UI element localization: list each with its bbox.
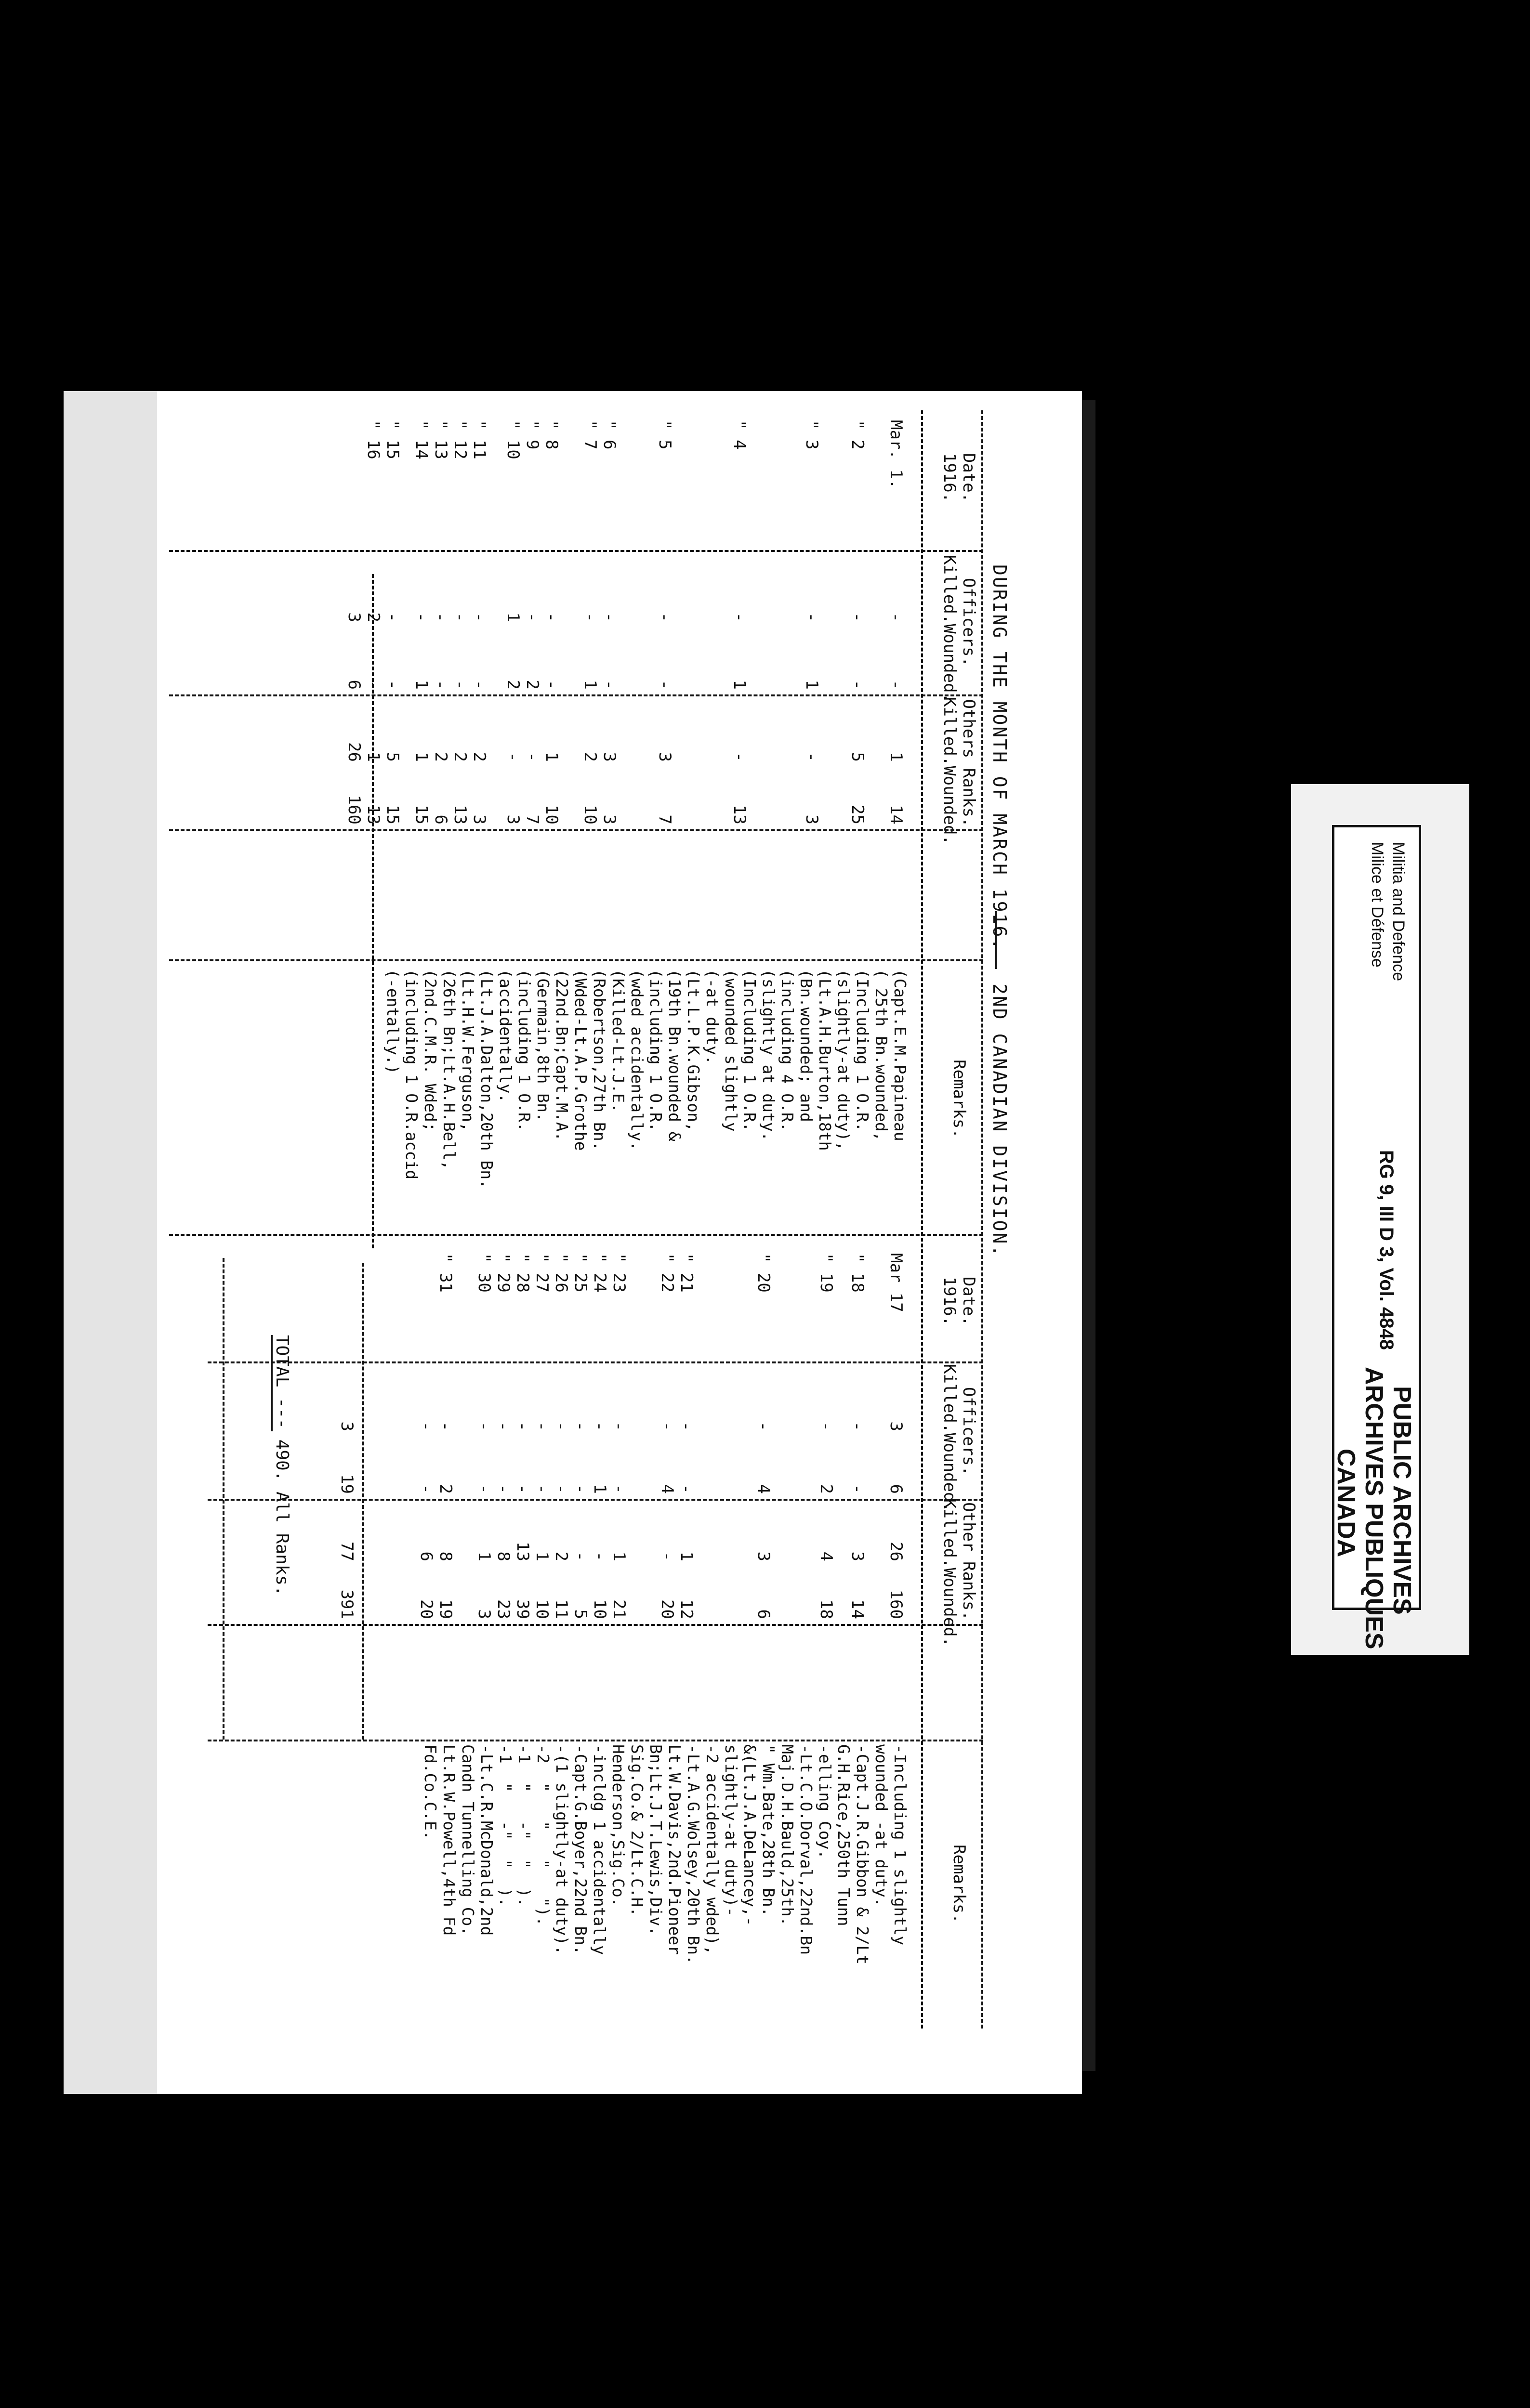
row-or-wounded: 13 — [450, 805, 470, 824]
row-officers-killed: - — [600, 612, 619, 622]
remark-line: (slightly at duty. — [759, 969, 778, 1141]
row-officers-killed: - — [542, 612, 561, 622]
casualty-return-page — [157, 391, 1082, 2094]
remark-line: (wded accidentally. — [628, 969, 646, 1151]
row-or-killed: 3 — [754, 1551, 773, 1561]
remark-line: (slightly-at duty), — [834, 969, 853, 1151]
row-or-wounded: 160 — [886, 1589, 906, 1619]
row-date: " 15 — [383, 420, 402, 459]
row-date: " 8 — [542, 420, 561, 450]
row-officers-wounded: - — [470, 680, 489, 690]
page-title: DURING THE MONTH OF MARCH 1916. — [989, 564, 1010, 951]
row-or-wounded: 10 — [590, 1599, 609, 1619]
remark-line: ( 25th Bn.wounded, — [872, 969, 891, 1141]
row-or-killed: 2 — [580, 752, 600, 762]
row-officers-wounded: - — [552, 1484, 571, 1494]
row-officers-killed: 1 — [503, 612, 523, 622]
sheet-shadow-edge — [1082, 400, 1095, 2071]
remark-line: wounded -at duty. — [872, 1744, 891, 1907]
total-officers-wounded-right: 19 — [337, 1474, 356, 1494]
remark-line: -1 " -" " ). — [515, 1744, 534, 1907]
remark-line: (Lt.L.P.K.Gibson, — [684, 969, 703, 1132]
row-or-wounded: 14 — [848, 1599, 867, 1619]
row-or-killed: 3 — [848, 1551, 867, 1561]
remark-line: -Lt.C.O.Dorval,22nd.Bn — [797, 1744, 816, 1955]
remark-line: (including 4 O.R. — [778, 969, 797, 1132]
label-reference: RG 9, III D 3, Vol. 4848 — [1376, 1150, 1397, 1350]
row-officers-wounded: - — [475, 1484, 494, 1494]
title-rule — [995, 911, 997, 969]
row-or-wounded: 3 — [470, 814, 489, 824]
row-or-wounded: 10 — [532, 1599, 552, 1619]
row-officers-killed: - — [817, 1421, 836, 1431]
row-or-killed: 2 — [552, 1551, 571, 1561]
row-officers-wounded: 1 — [590, 1484, 609, 1494]
remark-line: -Capt.G.Boyer,22nd Bn. — [571, 1744, 590, 1955]
remark-line: Fd.Co.C.E. — [421, 1744, 440, 1840]
row-or-killed: 8 — [494, 1551, 513, 1561]
row-or-killed: 5 — [383, 752, 402, 762]
header-officers-left: Officers. Killed.Wounded. — [940, 555, 978, 703]
header-other-ranks-right: Other Ranks. Killed.Wounded. — [940, 1499, 978, 1647]
col-divider — [208, 1624, 983, 1626]
remark-line: Lt.R.W.Powell,4th Fd — [440, 1744, 459, 1936]
remark-line: (Germain,8th Bn. — [534, 969, 553, 1122]
row-officers-wounded: - — [571, 1484, 590, 1494]
page-title-division: 2ND CANADIAN DIVISION. — [989, 983, 1010, 1258]
row-officers-wounded: - — [431, 680, 450, 690]
row-date: " 16 — [364, 420, 383, 459]
archive-label — [1291, 784, 1469, 1655]
row-officers-wounded: - — [494, 1484, 513, 1494]
row-officers-wounded: 2 — [523, 680, 542, 690]
remark-line: (including 1 O.R. — [515, 969, 534, 1132]
row-or-wounded: 6 — [754, 1609, 773, 1619]
grand-total: TOTAL --- 490. All Ranks. — [272, 1335, 292, 1596]
remark-line: (2nd.C.M.R. Wded; — [421, 969, 440, 1132]
label-country: CANADA — [1332, 1449, 1360, 1557]
remark-line: -2 " " " "). — [534, 1744, 553, 1926]
row-date: " 14 — [412, 420, 431, 459]
col-divider — [208, 1361, 983, 1363]
row-or-wounded: 13 — [364, 805, 383, 824]
remark-line: -1 " -" " ). — [496, 1744, 515, 1907]
col-divider — [169, 959, 983, 961]
remark-line: (including 1 O.R. — [646, 969, 665, 1132]
header-date: Date. 1916. — [940, 453, 978, 503]
row-or-wounded: 20 — [417, 1599, 436, 1619]
remark-line: Candn Tunnelling Co. — [459, 1744, 477, 1936]
row-date: " 23 — [609, 1253, 629, 1293]
document-sheet — [64, 391, 1082, 2094]
label-archive-en: PUBLIC ARCHIVES — [1388, 1386, 1416, 1615]
row-or-wounded: 14 — [886, 805, 906, 824]
row-or-wounded: 23 — [494, 1599, 513, 1619]
row-or-killed: 1 — [542, 752, 561, 762]
row-officers-wounded: 6 — [886, 1484, 906, 1494]
label-department-en: Militia and Defence — [1389, 842, 1408, 982]
remark-line: -2 accidentally wded), — [703, 1744, 722, 1955]
col-divider — [169, 829, 983, 831]
row-officers-killed: - — [513, 1421, 532, 1431]
remark-line: G.H.Rice,250th Tunn — [834, 1744, 853, 1926]
header-remarks-left: Remarks. — [950, 1060, 969, 1139]
row-officers-killed: - — [552, 1421, 571, 1431]
row-officers-wounded: - — [655, 680, 674, 690]
row-officers-killed: - — [609, 1421, 629, 1431]
total-or-killed-left: 26 — [344, 742, 364, 762]
row-or-killed: - — [590, 1551, 609, 1561]
row-or-wounded: 7 — [523, 814, 542, 824]
row-officers-wounded: 1 — [580, 680, 600, 690]
table-top-rule — [981, 410, 983, 2028]
row-or-killed: 26 — [886, 1542, 906, 1561]
row-officers-killed: - — [590, 1421, 609, 1431]
row-or-killed: - — [802, 752, 821, 762]
label-archive-fr: ARCHIVES PUBLIQUES — [1360, 1367, 1388, 1649]
row-date: " 25 — [571, 1253, 590, 1293]
row-or-killed: 8 — [436, 1551, 455, 1561]
remark-line: (26th Bn;Lt.A.H.Bell, — [440, 969, 459, 1170]
row-officers-wounded: - — [886, 680, 906, 690]
row-officers-wounded: - — [542, 680, 561, 690]
row-officers-killed: - — [886, 612, 906, 622]
remark-line: -Including 1 slightly — [891, 1744, 910, 1946]
header-remarks-right: Remarks. — [950, 1845, 969, 1924]
row-officers-killed: - — [571, 1421, 590, 1431]
row-officers-wounded: - — [513, 1484, 532, 1494]
remark-line: (Wded-Lt.A.P.Grothe — [571, 969, 590, 1151]
remark-line: (19th Bn.wounded & — [665, 969, 684, 1141]
remarks-left — [383, 969, 910, 1189]
row-or-killed: 1 — [609, 1551, 629, 1561]
row-or-killed: 4 — [817, 1551, 836, 1561]
row-or-wounded: 25 — [848, 805, 867, 824]
remark-line: (Including 1 O.R. — [740, 969, 759, 1132]
row-officers-killed: - — [470, 612, 489, 622]
row-or-killed: 2 — [450, 752, 470, 762]
total-officers-killed-left: 3 — [344, 612, 364, 622]
remark-line: (Including 1 O.R. — [853, 969, 872, 1132]
label-department-fr: Milice et Défense — [1368, 842, 1386, 968]
row-officers-wounded: 1 — [730, 680, 749, 690]
row-officers-killed: - — [848, 1421, 867, 1431]
row-date: " 9 — [523, 420, 542, 450]
row-date: " 26 — [552, 1253, 571, 1293]
total-or-killed-right: 77 — [337, 1542, 356, 1561]
remark-line: (Capt.E.M.Papineau — [891, 969, 910, 1141]
row-officers-killed: - — [383, 612, 402, 622]
remark-line: Lt.W.Davis,2nd.Pioneer — [665, 1744, 684, 1955]
row-or-wounded: 21 — [609, 1599, 629, 1619]
row-or-killed: - — [503, 752, 523, 762]
row-or-wounded: 20 — [658, 1599, 677, 1619]
row-officers-killed: - — [450, 612, 470, 622]
remark-line: (Lt.A.H.Burton,18th — [816, 969, 834, 1151]
row-date: " 6 — [600, 420, 619, 450]
remark-line: (-at duty. — [703, 969, 722, 1065]
row-officers-killed: - — [532, 1421, 552, 1431]
row-date: " 19 — [817, 1253, 836, 1293]
total-officers-killed-right: 3 — [337, 1421, 356, 1431]
row-date: " 10 — [503, 420, 523, 459]
row-or-wounded: 15 — [412, 805, 431, 824]
row-or-killed: 6 — [417, 1551, 436, 1561]
row-or-killed: - — [658, 1551, 677, 1561]
row-or-wounded: 6 — [431, 814, 450, 824]
row-or-wounded: 3 — [503, 814, 523, 824]
row-date: " 22 — [658, 1253, 677, 1293]
row-officers-killed: - — [802, 612, 821, 622]
row-date: " 20 — [754, 1253, 773, 1293]
row-date: " 24 — [590, 1253, 609, 1293]
row-or-killed: - — [523, 752, 542, 762]
col-divider — [169, 550, 983, 552]
row-officers-killed: - — [417, 1421, 436, 1431]
row-officers-killed: - — [658, 1421, 677, 1431]
row-officers-wounded: - — [677, 1484, 696, 1494]
row-officers-wounded: - — [417, 1484, 436, 1494]
header-other-ranks-left: Others Ranks. Killed.Wounded. — [940, 697, 978, 845]
row-or-killed: 1 — [364, 752, 383, 762]
row-officers-killed: - — [431, 612, 450, 622]
row-date: " 4 — [730, 420, 749, 450]
row-date: " 18 — [848, 1253, 867, 1293]
row-officers-wounded: 2 — [436, 1484, 455, 1494]
row-or-killed: 3 — [600, 752, 619, 762]
total-officers-wounded-left: 6 — [344, 680, 364, 690]
remark-line: (-entally.) — [383, 969, 402, 1074]
row-or-killed: 13 — [513, 1542, 532, 1561]
remark-line: (Bn.wounded; and — [797, 969, 816, 1122]
remark-line: -elling Coy. — [816, 1744, 834, 1859]
row-date: " 12 — [450, 420, 470, 459]
row-or-wounded: 13 — [730, 805, 749, 824]
row-officers-wounded: 2 — [817, 1484, 836, 1494]
row-officers-wounded: - — [848, 1484, 867, 1494]
row-officers-wounded: 2 — [503, 680, 523, 690]
remark-line: -(1 slightly-at duty). — [553, 1744, 571, 1955]
col-divider — [208, 1740, 983, 1741]
row-or-wounded: 3 — [802, 814, 821, 824]
col-divider — [169, 694, 983, 696]
row-or-wounded: 15 — [383, 805, 402, 824]
row-date: " 21 — [677, 1253, 696, 1293]
row-date: " 29 — [494, 1253, 513, 1293]
row-date: Mar 17 — [886, 1253, 906, 1312]
row-or-wounded: 39 — [513, 1599, 532, 1619]
row-officers-killed: - — [677, 1421, 696, 1431]
row-or-killed: 3 — [655, 752, 674, 762]
row-or-killed: 1 — [412, 752, 431, 762]
remark-line: (accidentally. — [496, 969, 515, 1103]
row-date: " 13 — [431, 420, 450, 459]
row-date: Mar. 1. — [886, 420, 906, 489]
remark-line: slightly-at duty)- — [722, 1744, 740, 1917]
row-date: " 3 — [802, 420, 821, 450]
col-divider — [208, 1499, 983, 1501]
row-officers-wounded: - — [532, 1484, 552, 1494]
remark-line: Maj.D.H.Bauld,25th. — [778, 1744, 797, 1926]
row-officers-wounded: - — [364, 680, 383, 690]
row-officers-killed: - — [848, 612, 867, 622]
row-or-killed: 5 — [848, 752, 867, 762]
row-officers-wounded: 1 — [802, 680, 821, 690]
row-or-killed: 1 — [886, 752, 906, 762]
row-or-wounded: 10 — [542, 805, 561, 824]
row-or-killed: 2 — [431, 752, 450, 762]
row-or-wounded: 7 — [655, 814, 674, 824]
row-date: " 11 — [470, 420, 489, 459]
row-officers-killed: 2 — [364, 612, 383, 622]
row-officers-wounded: - — [600, 680, 619, 690]
header-date-right: Date. 1916. — [940, 1276, 978, 1326]
row-date: " 5 — [655, 420, 674, 450]
row-officers-killed: - — [412, 612, 431, 622]
remark-line: (including 1 O.R.accid — [402, 969, 421, 1180]
row-or-wounded: 11 — [552, 1599, 571, 1619]
remark-line: (Lt.J.A.Dalton,20th Bn. — [477, 969, 496, 1189]
row-date: " 2 — [848, 420, 867, 450]
row-or-killed: 2 — [470, 752, 489, 762]
row-officers-killed: - — [436, 1421, 455, 1431]
row-officers-killed: - — [580, 612, 600, 622]
remark-line: Sig.Co.& 2/Lt.C.H. — [628, 1744, 646, 1917]
row-or-wounded: 19 — [436, 1599, 455, 1619]
row-officers-wounded: - — [450, 680, 470, 690]
header-officers-right: Officers. Killed.Wounded. — [940, 1364, 978, 1512]
row-date: " 7 — [580, 420, 600, 450]
row-or-wounded: 10 — [580, 805, 600, 824]
total-or-wounded-right: 391 — [337, 1589, 356, 1619]
row-officers-killed: - — [494, 1421, 513, 1431]
row-officers-killed: - — [655, 612, 674, 622]
row-or-killed: 1 — [475, 1551, 494, 1561]
row-or-wounded: 3 — [475, 1609, 494, 1619]
row-officers-killed: 3 — [886, 1421, 906, 1431]
remark-line: (wounded slightly — [722, 969, 740, 1132]
remark-line: -incldg 1 accidentally — [590, 1744, 609, 1955]
row-or-wounded: 5 — [571, 1609, 590, 1619]
remark-line: -Lt.A.G.Wolsey,20th Bn. — [684, 1744, 703, 1964]
total-or-wounded-left: 160 — [344, 795, 364, 824]
remark-line: (Lt.H.W.Ferguson, — [459, 969, 477, 1132]
row-date: " 28 — [513, 1253, 532, 1293]
row-date: " 31 — [436, 1253, 455, 1293]
grand-total-underline — [271, 1335, 273, 1431]
row-or-wounded: 12 — [677, 1599, 696, 1619]
remark-line: (Killed-Lt.J.E. — [609, 969, 628, 1113]
remark-line: Bn;Lt.J.T.Lewis,Div. — [646, 1744, 665, 1936]
row-officers-killed: - — [754, 1421, 773, 1431]
row-officers-wounded: 4 — [658, 1484, 677, 1494]
remark-line: (22nd.Bn;Capt.M.A. — [553, 969, 571, 1141]
row-officers-wounded: - — [609, 1484, 629, 1494]
row-or-killed: - — [571, 1551, 590, 1561]
row-officers-wounded: - — [848, 680, 867, 690]
row-date: " 30 — [475, 1253, 494, 1293]
remark-line: -Lt.C.R.McDonald,2nd — [477, 1744, 496, 1936]
remark-line: &(Lt.J.A.DeLancey,- — [740, 1744, 759, 1926]
row-officers-killed: - — [523, 612, 542, 622]
remarks-right — [421, 1744, 910, 1964]
row-or-wounded: 3 — [600, 814, 619, 824]
remark-line: " Wm.Bate,28th Bn. — [759, 1744, 778, 1917]
row-or-wounded: 18 — [817, 1599, 836, 1619]
row-date: " 27 — [532, 1253, 552, 1293]
row-officers-killed: - — [730, 612, 749, 622]
col-divider — [169, 1234, 983, 1236]
totals-rule-right — [362, 1263, 364, 1740]
row-officers-killed: - — [475, 1421, 494, 1431]
row-officers-wounded: 1 — [412, 680, 431, 690]
remark-line: (Robertson,27th Bn. — [590, 969, 609, 1151]
remark-line: Henderson,Sig.Co. — [609, 1744, 628, 1907]
row-or-killed: - — [730, 752, 749, 762]
table-header-rule — [921, 410, 923, 2028]
row-officers-wounded: - — [383, 680, 402, 690]
row-or-killed: 1 — [677, 1551, 696, 1561]
row-or-killed: 1 — [532, 1551, 552, 1561]
remark-line: -Capt.J.R.Gibbon & 2/Lt — [853, 1744, 872, 1964]
row-officers-wounded: 4 — [754, 1484, 773, 1494]
